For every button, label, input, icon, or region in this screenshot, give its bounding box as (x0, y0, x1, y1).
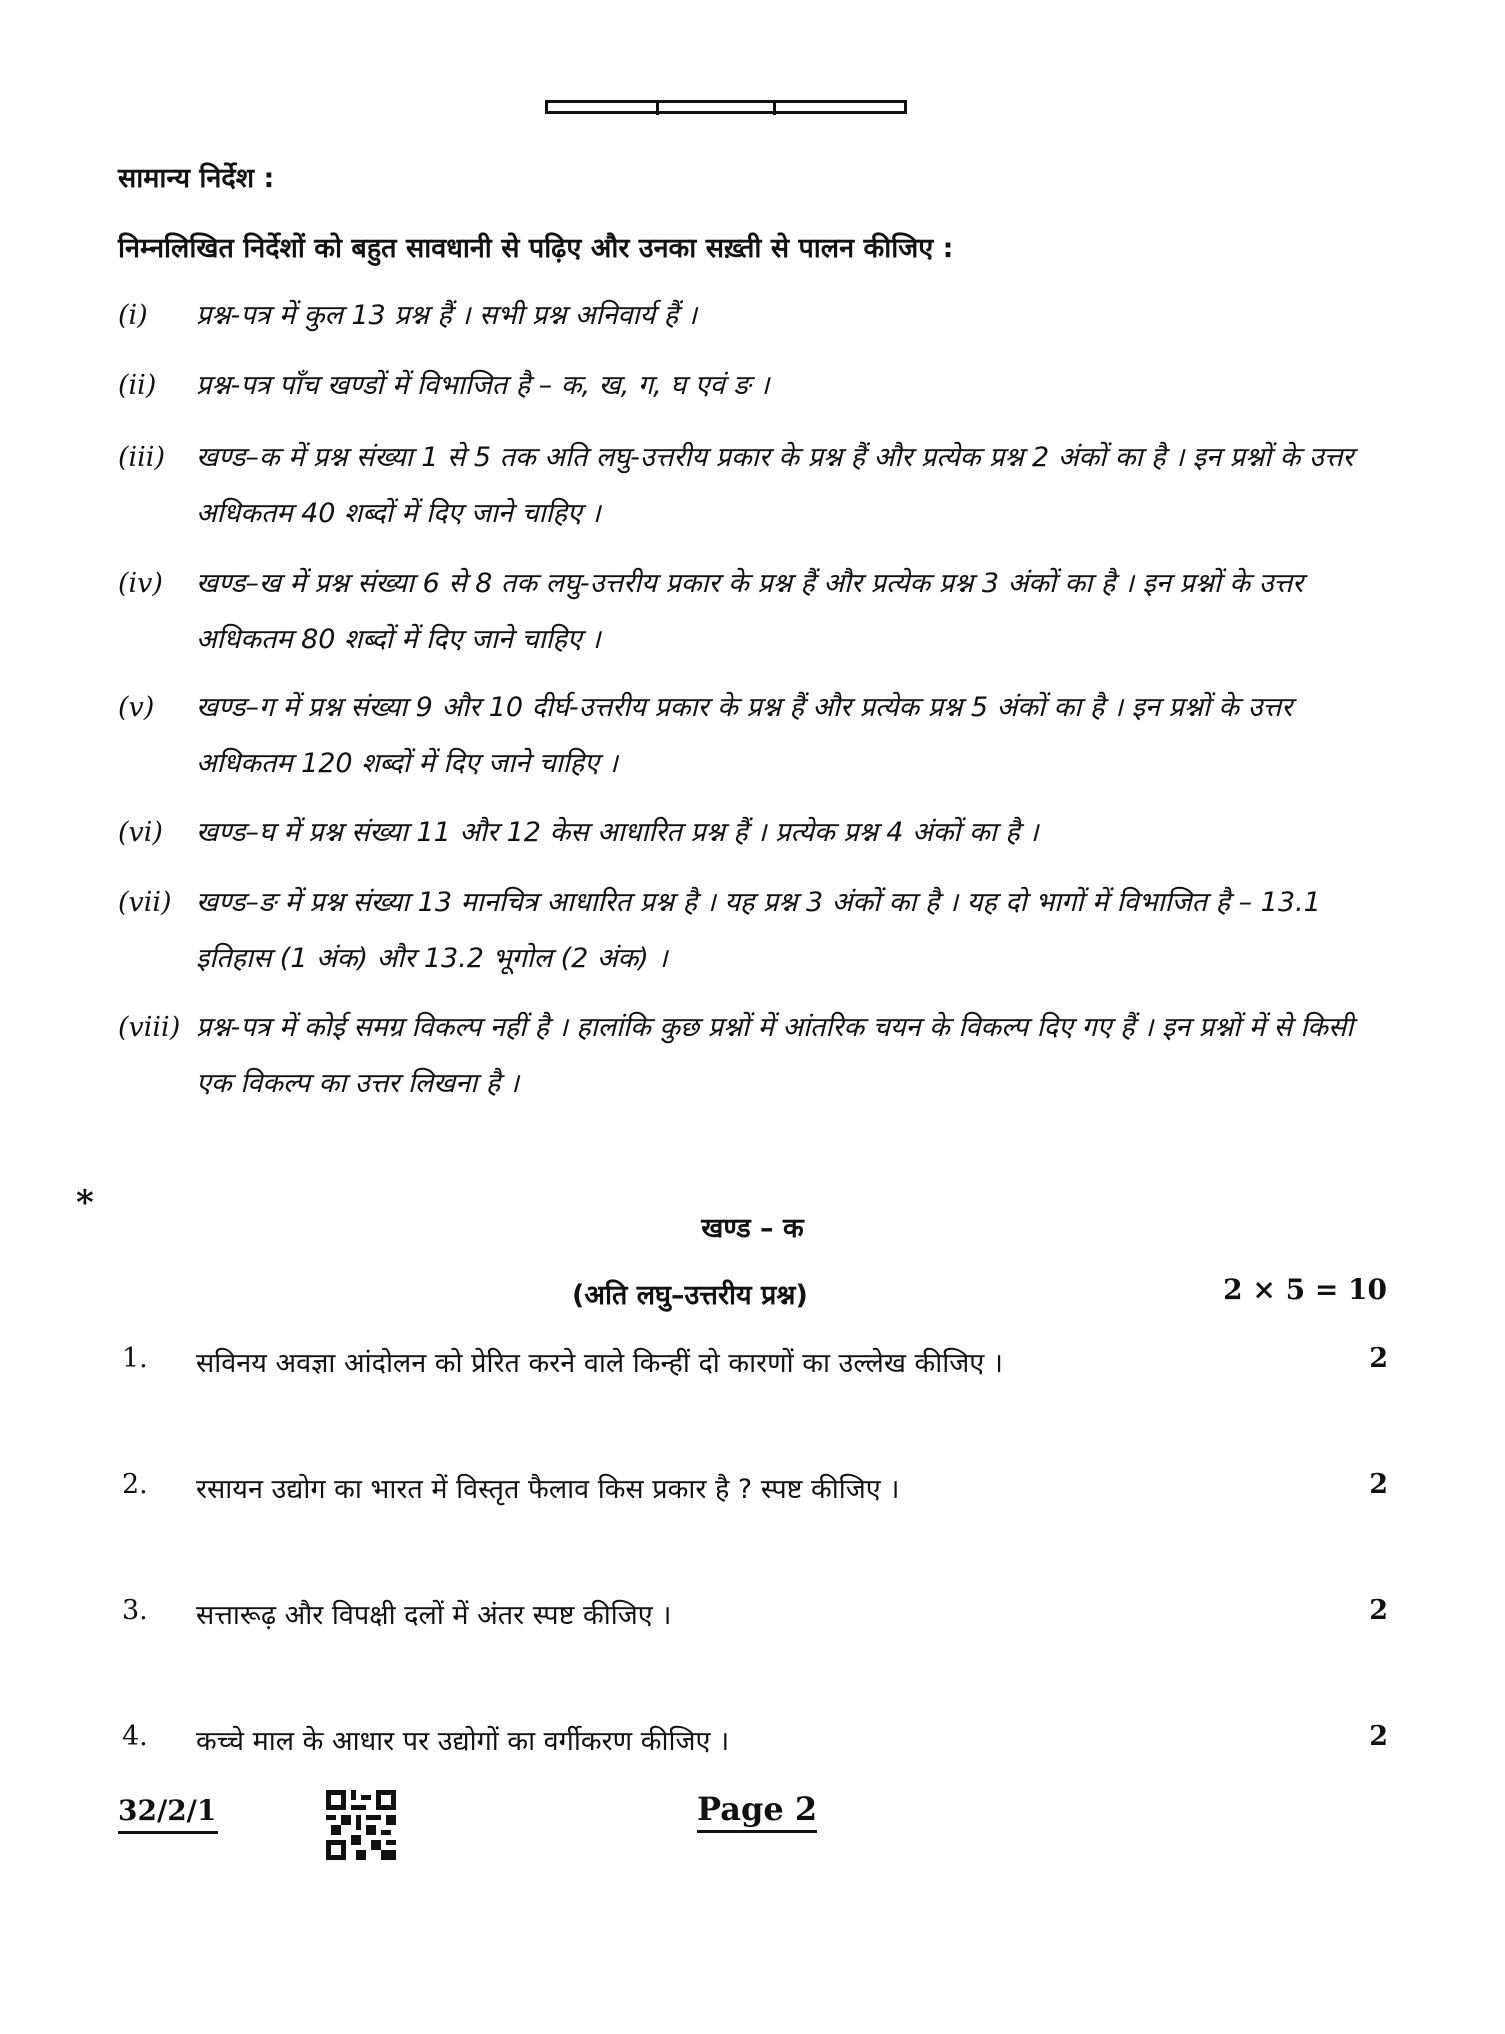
instruction-text: खण्ड–ग में प्रश्न संख्या 9 और 10 दीर्घ-उत्तरीय प्रकार के प्रश्न हैं और प्रत्येक प्रश्न 5 अंकों का है । इन प्रश्नों के उत्तर अधिकतम 120 शब्दों में दिए जाने चाहिए । (196, 692, 1293, 779)
question-text: सविनय अवज्ञा आंदोलन को प्रेरित करने वाले किन्हीं दो कारणों का उल्लेख कीजिए । (196, 1348, 1003, 1379)
question-number: 4. (122, 1721, 148, 1752)
instruction-text: प्रश्न-पत्र पाँच खण्डों में विभाजित है – क, ख, ग, घ एवं ङ । (196, 370, 770, 401)
instruction-number: (v) (118, 692, 155, 723)
section-title: खण्ड – क (701, 1213, 804, 1244)
instruction-item (118, 1000, 1388, 1112)
instruction-item (118, 875, 1388, 987)
instruction-text: खण्ड–क में प्रश्न संख्या 1 से 5 तक अति लघु-उत्तरीय प्रकार के प्रश्न हैं और प्रत्येक प्रश्न 2 अंकों का है । इन प्रश्नों के उत्तर अधिकतम 40 शब्दों में दिए जाने चाहिए । (196, 442, 1354, 529)
instruction-item (118, 430, 1388, 542)
question-text: कच्चे माल के आधार पर उद्योगों का वर्गीकरण कीजिए । (196, 1726, 730, 1757)
top-decorative-bar (545, 100, 907, 114)
instruction-text: खण्ड–ख में प्रश्न संख्या 6 से 8 तक लघु-उत्तरीय प्रकार के प्रश्न हैं और प्रत्येक प्रश्न 3 अंकों का है । इन प्रश्नों के उत्तर अधिकतम 80 शब्दों में दिए जाने चाहिए । (196, 568, 1304, 655)
question-number: 2. (122, 1469, 148, 1500)
question-number: 3. (122, 1595, 148, 1626)
instruction-text: प्रश्न-पत्र में कुल 13 प्रश्न हैं । सभी प्रश्न अनिवार्य हैं । (196, 300, 697, 331)
star-marker: * (76, 1183, 94, 1223)
section-subtitle: (अति लघु–उत्तरीय प्रश्न) (572, 1280, 808, 1311)
instruction-item (118, 288, 1388, 344)
question-text: सत्तारूढ़ और विपक्षी दलों में अंतर स्पष्ट कीजिए । (196, 1600, 672, 1631)
question-marks: 2 (1369, 1721, 1388, 1752)
instruction-number: (viii) (118, 1012, 181, 1043)
qr-code-icon (326, 1790, 396, 1860)
general-instructions-heading: सामान्य निर्देश : (118, 163, 275, 194)
instruction-item (118, 805, 1388, 861)
instruction-number: (vii) (118, 887, 172, 918)
instruction-number: (iv) (118, 568, 163, 599)
paper-code: 32/2/1 (118, 1794, 218, 1834)
instruction-number: (vi) (118, 817, 163, 848)
instruction-number: (ii) (118, 370, 157, 401)
instruction-item (118, 556, 1388, 668)
page-number: Page 2 (697, 1790, 817, 1833)
instruction-number: (iii) (118, 442, 165, 473)
instruction-number: (i) (118, 300, 148, 331)
bar-tick (656, 101, 659, 115)
question-number: 1. (122, 1343, 148, 1374)
instruction-item (118, 680, 1388, 792)
follow-instructions-heading: निम्नलिखित निर्देशों को बहुत सावधानी से पढ़िए और उनका सख़्ती से पालन कीजिए : (118, 233, 954, 264)
question-marks: 2 (1369, 1595, 1388, 1626)
instruction-text: प्रश्न-पत्र में कोई समग्र विकल्प नहीं है । हालांकि कुछ प्रश्नों में आंतरिक चयन के विकल्प दिए गए हैं । इन प्रश्नों में से किसी एक विकल्प का उत्तर लिखना है । (196, 1012, 1354, 1099)
question-text: रसायन उद्योग का भारत में विस्तृत फैलाव किस प्रकार है ? स्पष्ट कीजिए । (196, 1474, 900, 1505)
instruction-text: खण्ड–ङ में प्रश्न संख्या 13 मानचित्र आधारित प्रश्न है । यह प्रश्न 3 अंकों का है । यह दो भागों में विभाजित है – 13.1 इतिहास (1 अंक) और 13.2 भूगोल (2 अंक) । (196, 887, 1321, 974)
bar-tick (773, 101, 776, 115)
question-marks: 2 (1369, 1343, 1388, 1374)
instruction-text: खण्ड–घ में प्रश्न संख्या 11 और 12 केस आधारित प्रश्न हैं । प्रत्येक प्रश्न 4 अंकों का है । (196, 817, 1039, 848)
question-marks: 2 (1369, 1469, 1388, 1500)
instruction-item (118, 358, 1388, 414)
section-marks: 2 × 5 = 10 (1223, 1273, 1387, 1306)
